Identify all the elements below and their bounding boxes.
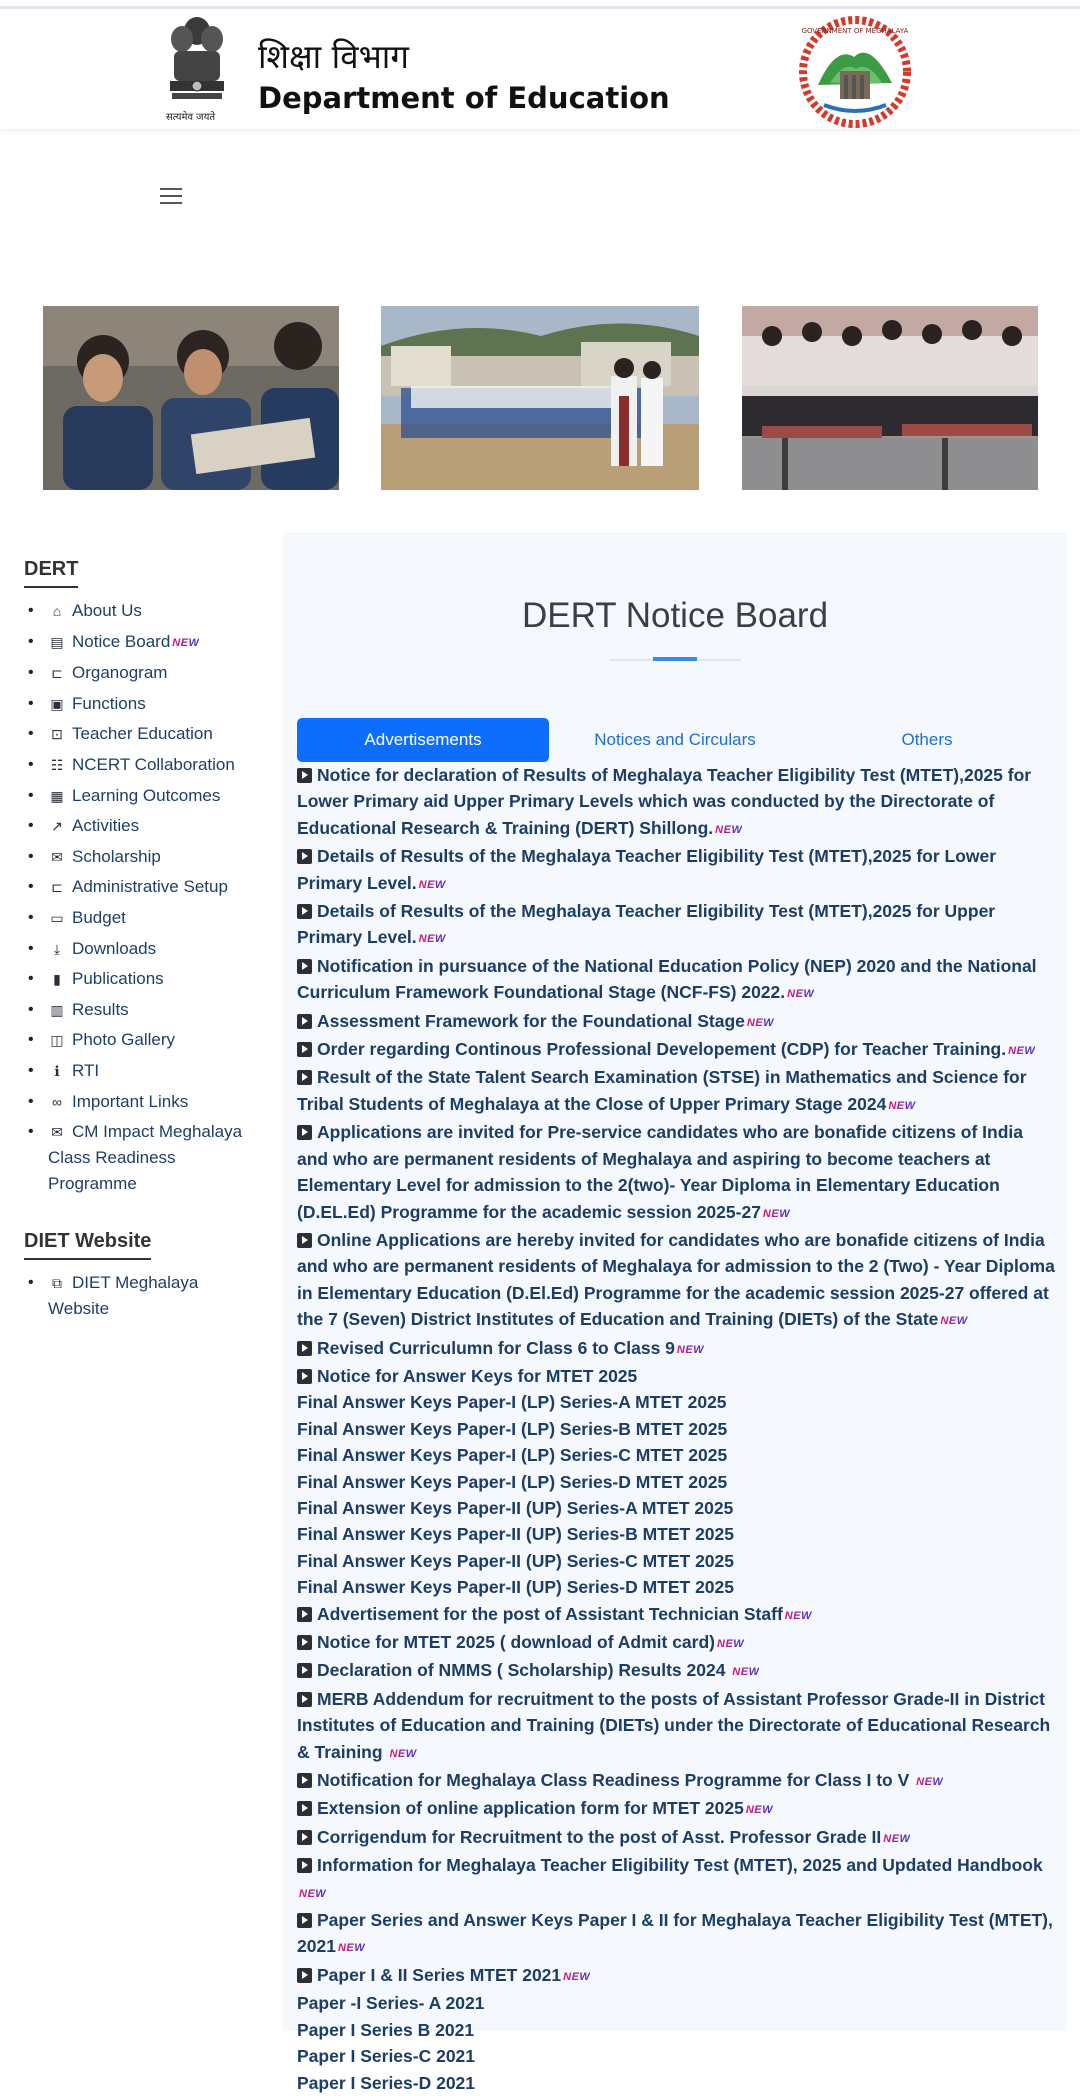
diet-item[interactable] [24,1270,264,1322]
sidebar-item-label: Learning Outcomes [72,785,221,805]
sidebar-link[interactable] [48,1092,188,1111]
diet-item-label: DIET Meghalaya Website [48,1272,199,1318]
sidebar-item[interactable] [24,905,264,931]
answer-key-link[interactable] [297,1990,1057,2016]
answer-key-link[interactable] [297,1495,1057,1521]
notice-item[interactable] [297,762,1057,843]
play-square-icon [297,849,312,864]
notice-text: Final Answer Keys Paper-II (UP) Series-B MTET 2025 [297,1524,734,1545]
info-icon: ℹ [54,1062,60,1079]
sitemap-icon: ⊏ [51,665,63,682]
new-badge: NEW [338,1935,365,1961]
play-square-icon [297,1773,312,1788]
home-icon: ⌂ [52,603,62,619]
new-badge: NEW [763,1201,790,1227]
sidebar-item-label: NCERT Collaboration [72,754,235,774]
sidebar-link[interactable] [48,1061,99,1080]
notice-item[interactable] [297,1962,1057,1990]
play-square-icon [297,1607,312,1622]
notice-text: MERB Addendum for recruitment to the posts of Assistant Professor Grade-II in District Institutes of Education and Training (DIETs) under the Directorate of Educational Research & Training [297,1688,1051,1762]
tab-notices-and-circulars[interactable]: Notices and Circulars [594,730,756,749]
book-icon: ▮ [53,971,61,988]
notice-text: Final Answer Keys Paper-I (LP) Series-C MTET 2025 [297,1445,728,1466]
play-square-icon [297,959,312,974]
answer-key-link[interactable] [297,1389,1057,1415]
meghalaya-seal-logo [796,13,914,131]
sidebar-item[interactable] [24,629,264,656]
title-divider [609,659,741,661]
site-header [0,9,1080,129]
link-icon: ∞ [52,1093,62,1110]
tab-advertisements[interactable]: Advertisements [297,718,549,762]
sidebar-item-label: Budget [72,907,126,927]
users-icon: ☷ [50,756,64,773]
play-square-icon [297,1858,312,1873]
briefcase-icon: ▣ [50,695,64,712]
sidebar-link[interactable] [48,908,126,927]
notice-text: Online Applications are hereby invited for candidates who are bonafide citizens of India and who are permanent residents of Meghalaya for admission to the 2 (Two) - Year Diploma in Elementary Education (D.El.Ed) Programme for the academic session 2025-27 offered at the 7 (Seven) District Institutes of Education and Training (DIETs) of the State [297,1229,1055,1330]
sidebar-link[interactable] [48,847,161,866]
table-icon: ▦ [50,787,64,804]
sitemap-icon: ⊏ [51,879,63,896]
envelope-icon: ✉ [51,1124,63,1141]
sidebar-item-label: Organogram [72,663,168,683]
notice-item[interactable] [297,1119,1057,1227]
sidebar [24,556,264,1326]
notice-text: Paper Series and Answer Keys Paper I & II for Meghalaya Teacher Eligibility Test (MTET), 2021 [297,1910,1053,1957]
sidebar-item[interactable] [24,844,264,870]
sidebar-item[interactable] [24,660,264,686]
answer-key-link[interactable] [297,2070,1057,2096]
sidebar-item-label: Notice Board [72,631,171,651]
sidebar-item-label: Administrative Setup [72,877,228,897]
sidebar-item-label: Teacher Education [72,724,213,744]
notice-text: Final Answer Keys Paper-II (UP) Series-C MTET 2025 [297,1550,734,1571]
hamburger-menu-button[interactable] [158,182,186,210]
play-square-icon [297,1692,312,1707]
line-chart-icon: ↗ [51,818,63,835]
sidebar-item[interactable] [24,783,264,809]
hindi-department-title: शिक्षा विभाग [258,37,409,76]
sidebar-item-label: Photo Gallery [72,1030,175,1050]
play-square-icon [297,904,312,919]
play-square-icon [297,1801,312,1816]
sidebar-link[interactable] [48,601,142,620]
new-badge: NEW [916,1769,943,1795]
envelope-icon: ✉ [51,848,63,865]
sidebar-item[interactable] [24,966,264,992]
answer-key-link[interactable] [297,2017,1057,2043]
sidebar-link[interactable] [48,877,228,896]
sidebar-item-label: RTI [72,1060,100,1080]
department-title: Department of Education [258,81,670,115]
play-square-icon [297,1663,312,1678]
tab-others[interactable]: Others [901,730,953,749]
sidebar-item[interactable] [24,598,264,624]
download-icon: ⤓ [53,940,61,957]
banner-image-students-classroom [43,306,339,490]
notice-item[interactable] [297,1824,1057,1852]
sidebar-link[interactable] [48,969,164,988]
notice-text: Notice for MTET 2025 ( download of Admit card) [317,1632,715,1652]
new-badge: NEW [715,817,742,843]
sidebar-item-label: Publications [72,969,164,989]
play-square-icon [297,1014,312,1029]
new-badge: NEW [299,1881,326,1907]
notice-item[interactable] [297,1335,1057,1363]
svg-text:GOVERNMENT OF MEGHALAYA: GOVERNMENT OF MEGHALAYA [801,27,909,35]
answer-key-link[interactable] [297,1548,1057,1574]
notice-text: Assessment Framework for the Foundational Stage [317,1010,745,1031]
notice-text: Final Answer Keys Paper-I (LP) Series-B MTET 2025 [297,1418,728,1439]
new-badge: NEW [717,1631,744,1657]
sidebar-item[interactable] [24,874,264,900]
notice-text: Notice for declaration of Results of Meghalaya Teacher Eligibility Test (MTET),2025 for Lower Primary aid Upper Primary Levels which was conducted by the Directorate of Educational Research & Training (DERT) Shillong. [297,765,1032,838]
notice-text: Applications are invited for Pre-service candidates who are bonafide citizens of India and who are permanent residents of Meghalaya and aspiring to become teachers at Elementary Level for admission to the 2(two)- Year Diploma in Elementary Education (D.EL.Ed) Programme for the academic session 2025-27 [297,1122,1024,1222]
notice-text: Advertisement for the post of Assistant Technician Staff [317,1603,783,1624]
sidebar-link[interactable] [48,1000,129,1019]
answer-key-link[interactable] [297,1442,1057,1468]
play-square-icon [297,1968,312,1983]
sidebar-item[interactable] [24,997,264,1023]
newspaper-icon: ▤ [50,633,64,650]
sidebar-item-label: Scholarship [72,846,161,866]
play-square-icon [297,1830,312,1845]
play-square-icon [297,1125,312,1140]
notice-item[interactable] [297,1036,1057,1064]
emblem-motto: सत्यमेव जयते [166,112,216,123]
new-badge: NEW [940,1308,967,1334]
notice-text: Notification for Meghalaya Class Readiness Programme for Class I to V [317,1770,915,1791]
notice-text: Revised Curriculumn for Class 6 to Class 9 [317,1337,675,1358]
notice-text: Order regarding Continous Professional Developement (CDP) for Teacher Training. [317,1039,1007,1060]
notice-item[interactable] [297,1657,1057,1685]
notice-item[interactable] [297,1601,1057,1629]
notice-tabs [297,718,1061,762]
sidebar-link[interactable] [48,816,139,835]
sidebar-link[interactable] [48,786,220,805]
new-badge: NEW [563,1964,590,1990]
sidebar-link[interactable] [48,663,167,682]
answer-key-link[interactable] [297,1416,1057,1442]
sidebar-item[interactable] [24,936,264,962]
sidebar-item-label: Activities [72,816,140,836]
notice-item[interactable] [297,898,1057,953]
notice-text: Paper I Series B 2021 [297,2019,475,2040]
banner-image-classroom-group [742,306,1038,490]
new-badge: NEW [677,1337,704,1363]
sidebar-item[interactable] [24,721,264,747]
notice-text: Details of Results of the Meghalaya Teacher Eligibility Test (MTET),2025 for Lower Primary Level. [297,846,997,893]
answer-key-link[interactable] [297,1521,1057,1547]
notice-text: Notification in pursuance of the National Education Policy (NEP) 2020 and the National Curriculum Framework Foundational Stage (NCF-FS) 2022. [297,955,1037,1003]
sidebar-link[interactable] [48,632,199,651]
sidebar-link[interactable] [48,939,156,958]
notice-text: Final Answer Keys Paper-I (LP) Series-A MTET 2025 [297,1392,727,1413]
play-square-icon [297,1042,312,1057]
play-square-icon [297,1913,312,1928]
notice-board-panel [283,532,1067,2093]
cubes-icon: ⧉ [52,1274,62,1291]
new-badge: NEW [787,981,814,1007]
sidebar-link[interactable] [48,694,146,713]
new-badge: NEW [732,1659,759,1685]
new-badge: NEW [747,1010,774,1036]
notice-text: Corrigendum for Recruitment to the post of Asst. Professor Grade II [317,1826,882,1847]
sidebar-link[interactable] [48,1122,242,1193]
play-square-icon [297,1369,312,1384]
diet-website-menu [24,1270,264,1322]
images-icon: ◫ [50,1032,64,1049]
notice-text: Declaration of NMMS ( Scholarship) Results 2024 [317,1660,731,1681]
play-square-icon [297,1070,312,1085]
answer-key-link[interactable] [297,2043,1057,2069]
notice-text: Information for Meghalaya Teacher Eligibility Test (MTET), 2025 and Updated Handbook [317,1855,1043,1876]
new-badge: NEW [419,926,446,952]
notice-text: Final Answer Keys Paper-II (UP) Series-D MTET 2025 [297,1577,734,1598]
sidebar-link[interactable] [48,724,213,743]
notice-item[interactable] [297,1629,1057,1657]
sidebar-item[interactable] [24,1058,264,1084]
notice-item[interactable] [297,1907,1057,1962]
play-square-icon [297,1635,312,1650]
sidebar-item-label: About Us [72,601,142,620]
new-badge: NEW [888,1093,915,1119]
notice-item[interactable] [297,1852,1057,1907]
notice-item[interactable] [297,1686,1057,1767]
sidebar-link[interactable] [48,755,235,774]
banner-image-school-assembly [381,306,699,490]
notice-text: Final Answer Keys Paper-II (UP) Series-A MTET 2025 [297,1497,734,1518]
sidebar-item-label: CM Impact Meghalaya Class Readiness Programme [48,1122,243,1194]
answer-key-link[interactable] [297,1574,1057,1600]
new-badge: NEW [419,872,446,898]
notice-item[interactable] [297,1008,1057,1036]
sidebar-item-label: Downloads [72,938,157,958]
answer-key-link[interactable] [297,1469,1057,1495]
notice-text: Paper I Series-C 2021 [297,2046,476,2067]
new-badge: NEW [785,1603,812,1629]
new-badge: NEW [389,1741,416,1767]
notice-text: Paper -I Series- A 2021 [297,1993,485,2014]
sidebar-heading: DERT [24,556,78,588]
sidebar-item-label: Important Links [72,1091,189,1111]
play-square-icon [297,1341,312,1356]
sidebar-item[interactable] [24,1089,264,1115]
sidebar-item[interactable] [24,691,264,717]
new-badge: NEW [746,1797,773,1823]
notice-item[interactable] [297,1363,1057,1389]
notice-item[interactable] [297,1064,1057,1119]
chalkboard-teacher-icon: ⊡ [51,726,63,743]
diet-website-heading: DIET Website [24,1228,151,1260]
sidebar-item[interactable] [24,813,264,839]
new-badge: NEW [1008,1038,1035,1064]
sidebar-item-label: Functions [72,693,146,713]
notice-text: Final Answer Keys Paper-I (LP) Series-D MTET 2025 [297,1471,728,1492]
notice-text: Result of the State Talent Search Examination (STSE) in Mathematics and Science for Tribal Students of Meghalaya at the Close of Upper Primary Stage 2024 [297,1067,1027,1114]
new-badge: NEW [883,1826,910,1852]
bar-chart-icon: ▥ [50,1001,64,1018]
notice-text: Details of Results of the Meghalaya Teacher Eligibility Test (MTET),2025 for Upper Primary Level. [297,901,996,948]
notice-item[interactable] [297,1767,1057,1795]
sidebar-link[interactable] [48,1030,175,1049]
notice-list [297,762,1057,2096]
new-badge: NEW [172,630,199,656]
notice-item[interactable] [297,1795,1057,1823]
money-bill-icon: ▭ [50,909,64,926]
notice-text: Notice for Answer Keys for MTET 2025 [317,1365,638,1386]
sidebar-menu [24,598,264,1197]
sidebar-item[interactable] [24,1119,264,1197]
play-square-icon [297,1233,312,1248]
notice-text: Paper I Series-D 2021 [297,2072,476,2093]
notice-item[interactable] [297,843,1057,898]
notice-text: Extension of online application form for MTET 2025 [317,1798,744,1819]
notice-board-title: DERT Notice Board [521,596,829,635]
sidebar-item[interactable] [24,1027,264,1053]
notice-text: Paper I & II Series MTET 2021 [317,1964,562,1985]
play-square-icon [297,768,312,783]
sidebar-item[interactable] [24,752,264,778]
notice-item[interactable] [297,953,1057,1008]
notice-item[interactable] [297,1227,1057,1335]
sidebar-item-label: Results [72,999,129,1019]
